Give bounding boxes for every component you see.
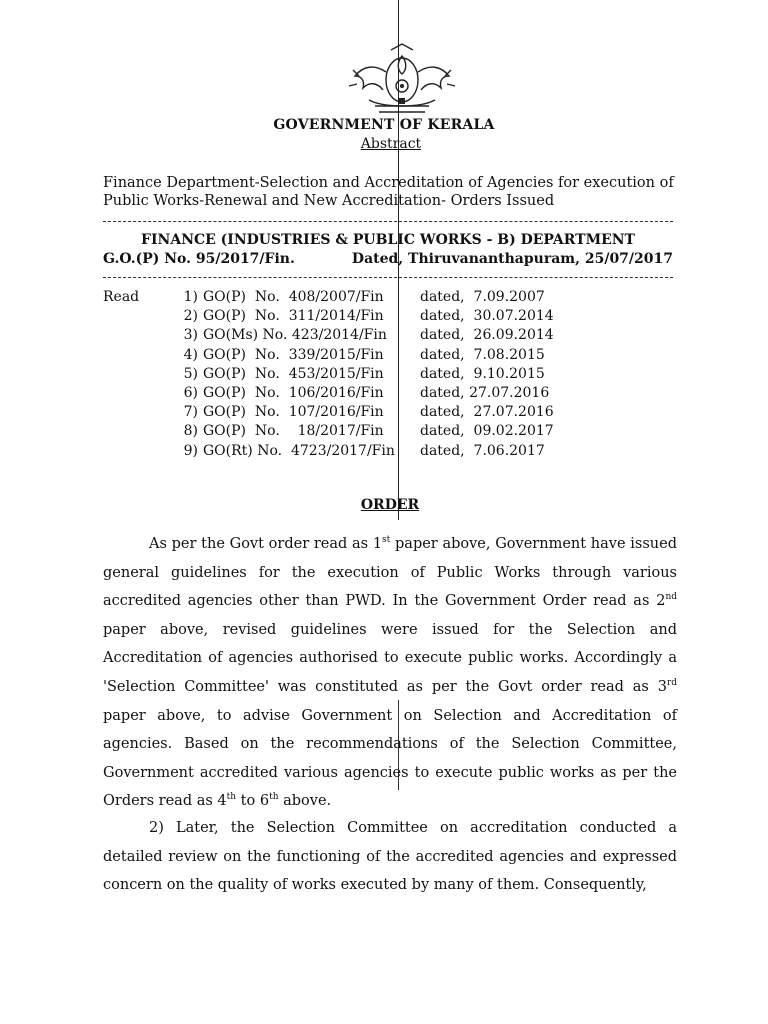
- read-label: Read: [103, 289, 140, 305]
- reference-item: 3) GO(Ms) No. 423/2014/Fin dated, 26.09.2014: [183, 327, 554, 344]
- go-date: Dated, Thiruvananthapuram, 25/07/2017: [351, 251, 673, 267]
- reference-item: 9) GO(Rt) No. 4723/2017/Fin dated, 7.06.2017: [183, 442, 545, 459]
- reference-item: 8) GO(P) No. 18/2017/Fin dated, 09.02.2017: [183, 423, 554, 440]
- government-title: GOVERNMENT OF KERALA: [273, 117, 495, 133]
- subject-text: Finance Department-Selection and Accreditation of Agencies for execution of Public Works-Renewal and New Accreditation- Orders Issued: [103, 175, 674, 209]
- reference-item: 4) GO(P) No. 339/2015/Fin dated, 7.08.2015: [183, 346, 545, 363]
- order-paragraph-1: As per the Govt order read as 1st paper above, Government have issued general guidelines for the execution of Public Works through various accredited agencies other than PWD. In the Government Order read as 2nd paper above, revised guidelines were issued for the Selection and Accreditation of agencies authorised to execute public works. Accordingly a 'Selection Committee' was constituted as per the Govt order read as 3rd paper above, to advise Government on Selection and Accreditation of agencies. Based on the recommendations of the Selection Committee, Government accredited various agencies to execute public works as per the Orders read as 4th to 6th above.: [103, 535, 677, 810]
- go-number: G.O.(P) No. 95/2017/Fin.: [103, 251, 295, 267]
- department-name: FINANCE (INDUSTRIES & PUBLIC WORKS - B) DEPARTMENT: [141, 232, 635, 248]
- reference-item: 7) GO(P) No. 107/2016/Fin dated, 27.07.2016: [183, 404, 554, 421]
- dashed-divider-bottom: [103, 277, 673, 278]
- reference-item: 5) GO(P) No. 453/2015/Fin dated, 9.10.2015: [183, 365, 545, 382]
- order-paragraph-2: 2) Later, the Selection Committee on accreditation conducted a detailed review on the functioning of the accredited agencies and expressed concern on the quality of works executed by many of them. Consequently,: [103, 820, 677, 894]
- reference-item: 2) GO(P) No. 311/2014/Fin dated, 30.07.2014: [183, 308, 554, 325]
- reference-item: 1) GO(P) No. 408/2007/Fin dated, 7.09.2007: [183, 289, 545, 305]
- kerala-emblem-icon: [339, 42, 465, 118]
- order-heading: ORDER: [360, 497, 420, 513]
- reference-item: 6) GO(P) No. 106/2016/Fin dated, 27.07.2016: [183, 384, 550, 401]
- reference-list: [170, 289, 590, 462]
- dashed-divider-top: [103, 221, 673, 222]
- abstract-heading: Abstract: [360, 136, 422, 152]
